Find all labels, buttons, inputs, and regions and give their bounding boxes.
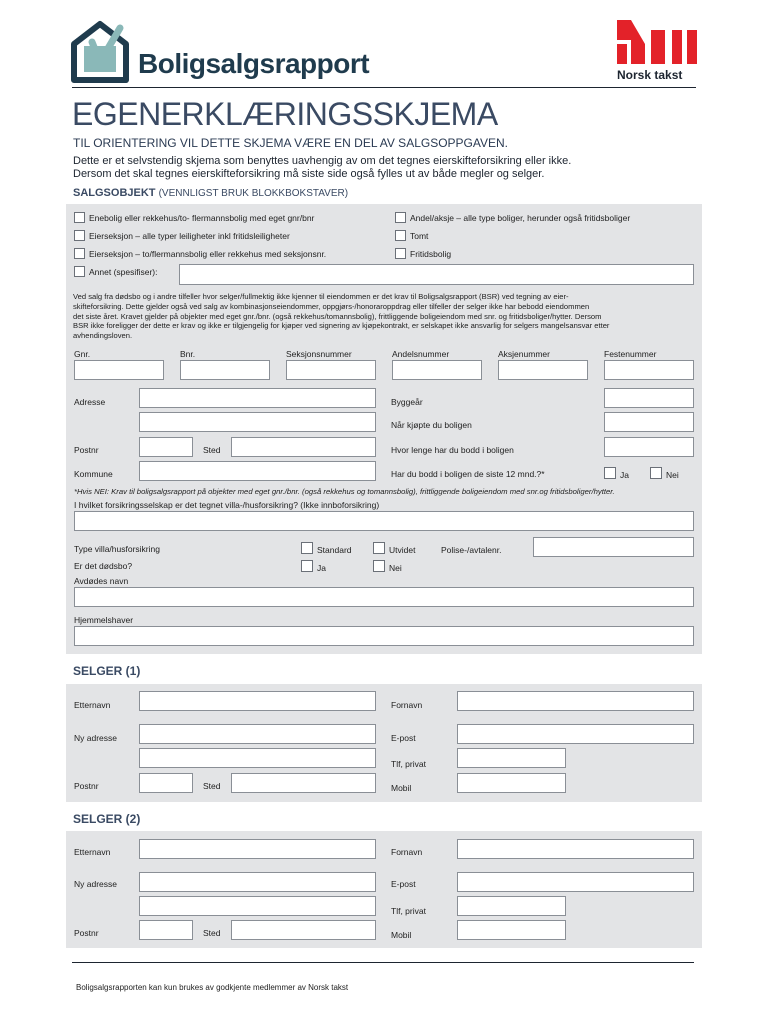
label-kommune: Kommune: [74, 469, 113, 479]
s2-label-tlf: Tlf, privat: [391, 906, 426, 916]
s1-label-tlf: Tlf, privat: [391, 759, 426, 769]
label-standard: Standard: [317, 545, 352, 555]
checkbox-dodsbo-nei[interactable]: [373, 560, 385, 572]
s2-label-fornavn: Fornavn: [391, 847, 423, 857]
s2-etternavn-input[interactable]: [139, 839, 376, 859]
intro-line-2: Dersom det skal tegnes eierskifteforsikring må siste side også fylles ut av både megler og selger.: [73, 168, 545, 180]
label-dodsbo-nei: Nei: [389, 563, 402, 573]
s1-label-fornavn: Fornavn: [391, 700, 423, 710]
option-enebolig: Enebolig eller rekkehus/to- flermannsbolig med eget gnr/bnr: [89, 213, 315, 223]
footnote-nei: *Hvis NEI: Krav til boligsalgsrapport på objekter med eget gnr./bnr. (også rekkehus og tomannsbolig), frittliggende boligeiendom med snr.og fritidsboliger/hytter.: [74, 487, 615, 496]
adresse-input-2[interactable]: [139, 412, 376, 432]
label-polise: Polise-/avtalenr.: [441, 545, 502, 555]
selger2-heading: SELGER (2): [73, 812, 141, 826]
salgsobjekt-heading: SALGSOBJEKT (VENNLIGST BRUK BLOKKBOKSTAVER): [73, 187, 349, 199]
checkbox-standard[interactable]: [301, 542, 313, 554]
kjopt-input[interactable]: [604, 412, 694, 432]
label-aksjenummer: Aksjenummer: [498, 349, 550, 359]
byggeaar-input[interactable]: [604, 388, 694, 408]
bodd-input[interactable]: [604, 437, 694, 457]
label-bodd-nei: Nei: [666, 470, 679, 480]
s2-sted-input[interactable]: [231, 920, 376, 940]
option-annet: Annet (spesifiser):: [89, 267, 158, 277]
bnr-input[interactable]: [180, 360, 270, 380]
checkbox-andel[interactable]: [395, 212, 406, 223]
option-fritidsbolig: Fritidsbolig: [410, 249, 452, 259]
option-andel: Andel/aksje – alle type boliger, herunder også fritidsboliger: [410, 213, 631, 223]
s1-label-epost: E-post: [391, 733, 416, 743]
forsikringsselskap-input[interactable]: [74, 511, 694, 531]
avdode-input[interactable]: [74, 587, 694, 607]
gnr-input[interactable]: [74, 360, 164, 380]
page-subtitle: TIL ORIENTERING VIL DETTE SKJEMA VÆRE EN DEL AV SALGSOPPGAVEN.: [73, 136, 508, 150]
option-tomt: Tomt: [410, 231, 429, 241]
checkbox-eierseksjon[interactable]: [74, 230, 85, 241]
intro-line-1: Dette er et selvstendig skjema som benyttes uavhengig av om det tegnes eierskifteforsikring eller ikke.: [73, 155, 572, 167]
label-utvidet: Utvidet: [389, 545, 416, 555]
s2-label-epost: E-post: [391, 879, 416, 889]
option-eierseksjon: Eierseksjon – alle typer leiligheter inkl fritidsleiligheter: [89, 231, 290, 241]
s2-tlf-input[interactable]: [457, 896, 566, 916]
label-bodd-ja: Ja: [620, 470, 629, 480]
s1-postnr-input[interactable]: [139, 773, 193, 793]
label-seksjonsnummer: Seksjonsnummer: [286, 349, 352, 359]
label-postnr: Postnr: [74, 445, 99, 455]
s2-label-adresse: Ny adresse: [74, 879, 117, 889]
s2-epost-input[interactable]: [457, 872, 694, 892]
selger1-heading: SELGER (1): [73, 664, 141, 678]
checkbox-dodsbo-ja[interactable]: [301, 560, 313, 572]
kommune-input[interactable]: [139, 461, 376, 481]
seksjonsnummer-input[interactable]: [286, 360, 376, 380]
footer-text: Boligsalgsrapporten kan kun brukes av godkjente medlemmer av Norsk takst: [76, 983, 349, 992]
partner-name: Norsk takst: [617, 68, 683, 82]
andelsnummer-input[interactable]: [392, 360, 482, 380]
s2-mobil-input[interactable]: [457, 920, 566, 940]
s2-adresse-input-1[interactable]: [139, 872, 376, 892]
s1-fornavn-input[interactable]: [457, 691, 694, 711]
label-dodsbo-ja: Ja: [317, 563, 326, 573]
s1-sted-input[interactable]: [231, 773, 376, 793]
header-divider: [72, 87, 696, 88]
label-dodsbo: Er det dødsbo?: [74, 561, 133, 571]
label-andelsnummer: Andelsnummer: [392, 349, 450, 359]
s1-epost-input[interactable]: [457, 724, 694, 744]
checkbox-utvidet[interactable]: [373, 542, 385, 554]
house-check-icon: [70, 20, 130, 84]
s1-label-mobil: Mobil: [391, 783, 412, 793]
label-adresse: Adresse: [74, 397, 106, 407]
hjemmelshaver-input[interactable]: [74, 626, 694, 646]
label-bodd: Hvor lenge har du bodd i boligen: [391, 445, 514, 455]
checkbox-bodd-ja[interactable]: [604, 467, 616, 479]
s1-tlf-input[interactable]: [457, 748, 566, 768]
s2-postnr-input[interactable]: [139, 920, 193, 940]
label-bodd12: Har du bodd i boligen de siste 12 mnd.?*: [391, 469, 545, 479]
s2-fornavn-input[interactable]: [457, 839, 694, 859]
s1-label-sted: Sted: [203, 781, 221, 791]
s2-label-mobil: Mobil: [391, 930, 412, 940]
label-hjemmelshaver: Hjemmelshaver: [74, 615, 134, 625]
polise-input[interactable]: [533, 537, 694, 557]
brand-logo: [70, 20, 130, 84]
footer-divider: [72, 962, 694, 963]
s1-etternavn-input[interactable]: [139, 691, 376, 711]
s1-mobil-input[interactable]: [457, 773, 566, 793]
s1-adresse-input-1[interactable]: [139, 724, 376, 744]
norsk-takst-icon: [617, 20, 697, 66]
norsk-takst-logo: [617, 20, 697, 66]
adresse-input-1[interactable]: [139, 388, 376, 408]
label-avdode: Avdødes navn: [74, 576, 129, 586]
s1-label-postnr: Postnr: [74, 781, 99, 791]
checkbox-tomt[interactable]: [395, 230, 406, 241]
s2-label-postnr: Postnr: [74, 928, 99, 938]
label-festenummer: Festenummer: [604, 349, 657, 359]
label-forsikring: I hvilket forsikringsselskap er det tegnet villa-/husforsikring? (Ikke innboforsikring): [74, 500, 380, 510]
option-eierseksjon-rekkehus: Eierseksjon – to/flermannsbolig eller rekkehus med seksjonsnr.: [89, 249, 327, 259]
label-gnr: Gnr.: [74, 349, 91, 359]
aksjenummer-input[interactable]: [498, 360, 588, 380]
checkbox-eierseksjon-rekkehus[interactable]: [74, 248, 85, 259]
checkbox-bodd-nei[interactable]: [650, 467, 662, 479]
brand-name: Boligsalgsrapport: [138, 48, 370, 79]
sted-input[interactable]: [231, 437, 376, 457]
label-sted: Sted: [203, 445, 221, 455]
s2-adresse-input-2[interactable]: [139, 896, 376, 916]
notice-text: Ved salg fra dødsbo og i andre tilfeller hvor selger/fullmektig ikke kjenner til eiendommen er det krav til Boligsalgsrapport (BSR) ved tegning av eier- skifteforsikring. Dette gjelder også ved salg av kombinasjonseiendommer, oppgjørs-/honoraroppdrag eller tilfeller der selger ikke har bebodd eiendommen det siste året. Kravet gjelder på objekter med eget gnr./bnr. (også rekkehus/tomannsbolig), frittliggende boligeiendom med snr. og fritidsboliger/hytter. Dersom BSR ikke foreligger der dette er krav og ikke er tilgjengelig for kjøper ved signering av kjøpekontrakt, er selskapet ikke ansvarlig for selgers mangelsansvar etter avhendingsloven.: [73, 292, 610, 341]
page-title: EGENERKLÆRINGSSKJEMA: [72, 96, 498, 132]
s2-label-sted: Sted: [203, 928, 221, 938]
checkbox-fritidsbolig[interactable]: [395, 248, 406, 259]
checkbox-enebolig[interactable]: [74, 212, 85, 223]
postnr-input[interactable]: [139, 437, 193, 457]
s1-adresse-input-2[interactable]: [139, 748, 376, 768]
s1-label-adresse: Ny adresse: [74, 733, 117, 743]
label-kjopt: Når kjøpte du boligen: [391, 420, 472, 430]
label-type-forsikring: Type villa/husforsikring: [74, 544, 160, 554]
label-bnr: Bnr.: [180, 349, 196, 359]
festenummer-input[interactable]: [604, 360, 694, 380]
checkbox-annet[interactable]: [74, 266, 85, 277]
label-byggeaar: Byggeår: [391, 397, 423, 407]
s2-label-etternavn: Etternavn: [74, 847, 111, 857]
annet-input[interactable]: [179, 264, 694, 285]
s1-label-etternavn: Etternavn: [74, 700, 111, 710]
